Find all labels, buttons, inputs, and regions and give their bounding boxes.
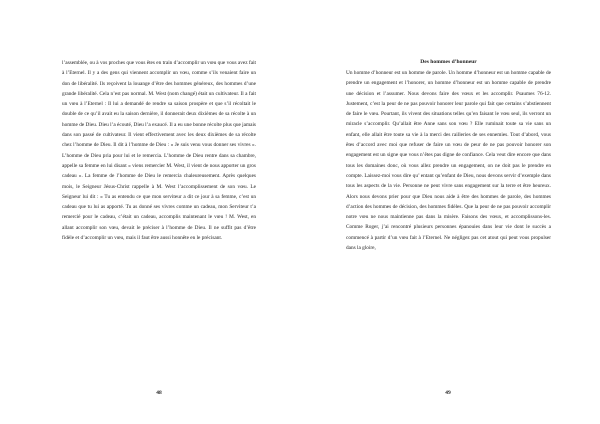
left-page-body: l’assemblée, ou à vos proches que vous êtes en train d’accomplir un vœu que vous avez fait à l’Eternel. Il y a des gens qui viennent accomplir un vœu, comme s’ils venaient faire un don de libéralité. Ils reçoivent la louange d’être des hommes généreux, des hommes d’une grande libéralité. Cela n’est pas normal. M. West (nom changé) était un cultivateur. Il a fait un vœu à l’Eternel : Il lui a demandé de rendre sa saison prospère et que s’il récoltait le double de ce qu’il avait eu la saison dernière, il donnerait deux dixièmes de sa récolte à un homme de Dieu. Dieu l’a écouté, Dieu l’a exaucé. Il a eu une bonne récolte plus que jamais dans son passé de cultivateur. Il vient effectivement avec les deux dixièmes de sa récolte chez l’homme de Dieu. Il dit à l’homme de Dieu : « Je suis venu vous donner ses vivres ». L’homme de Dieu pria pour lui et le remercia. L’homme de Dieu rentre dans sa chambre, appelle sa femme en lui disant « viens remercier M. West, il vient de nous apporter un gros cadeau ». La femme de l’homme de Dieu le remercia chaleureusement. Après quelques mois, le Seigneur Jésus-Christ rappelle à M. West l’accomplissement de son vœu. Le Seigneur lui dit : « Tu as entendu ce que mon serviteur a dit ce jour à sa femme, c’est un cadeau que tu lui as apporté. Tu as donné ses vivres comme un cadeau, mon Serviteur t’a remercié pour le cadeau, c’était un cadeau, accomplis maintenant le vœu ! M. West, en allant accomplir son vœu, devait le préciser à l’homme de Dieu. Il ne suffit pas d’être fidèle et d’accomplir un vœu, mais il faut être aussi honnête en le précisant. bbox=[62, 60, 257, 242]
right-page bbox=[300, 0, 600, 424]
right-page-column bbox=[346, 58, 551, 253]
right-page-body: Un homme d’honneur est un homme de parole. Un homme d’honneur est un homme capable de prendre un engagement et l’honorer, un homme d’honneur est un homme capable de prendre une décision et l’assumer. Nous devons faire des vœux et les accomplir. Psaumes 76-12. Justement, c’est la peur de ne pas pouvoir honorer leur parole qui fait que certains s’abstiennent de faire le vœu. Pourtant, ils vivent des situations telles qu’en faisant le vœu seul, ils verront un miracle s’accomplir. Qu’allait être Anne sans son vœu ? Elle ruminait toute sa vie sans un enfant, elle allait être toute sa vie à la merci des railleries de ses ennemies. Tout d’abord, vous êtes d’accord avec moi que refuser de faire un vœu de peur de ne pas pouvoir honorer son engagement est un signe que vous n’êtes pas digne de confiance. Cela veut dire encore que dans tous les domaines donc, où vous allez prendre un engagement, on ne doit pas le prendre en compte. Laissez-moi vous dire qu’ entant qu’enfant de Dieu, nous devons servir d’exemple dans tous les aspects de la vie. Personne ne peut vivre sans engagement sur la terre et être heureux. Alors nous devons prier pour que Dieu nous aide à être des hommes de parole, des hommes d’action des hommes de décision, des hommes fidèles. Que la peur de ne pas pouvoir accomplir notre vœu ne nous maintienne pas dans la misère. Faisons des vœux, et accomplissons-les. Comme Roger, j’ai rencontré plusieurs personnes épanouies dans leur vie dont le succès a commencé à partir d’un vœu fait à l’Eternel. Ne négligez pas cet atout qui peut vous propulser dans la gloire, bbox=[346, 70, 551, 252]
page-number-left: 48 bbox=[156, 390, 162, 396]
left-page-column bbox=[62, 58, 256, 243]
page-number-right: 49 bbox=[445, 390, 451, 396]
section-heading: Des hommes d’honneur bbox=[420, 59, 477, 65]
